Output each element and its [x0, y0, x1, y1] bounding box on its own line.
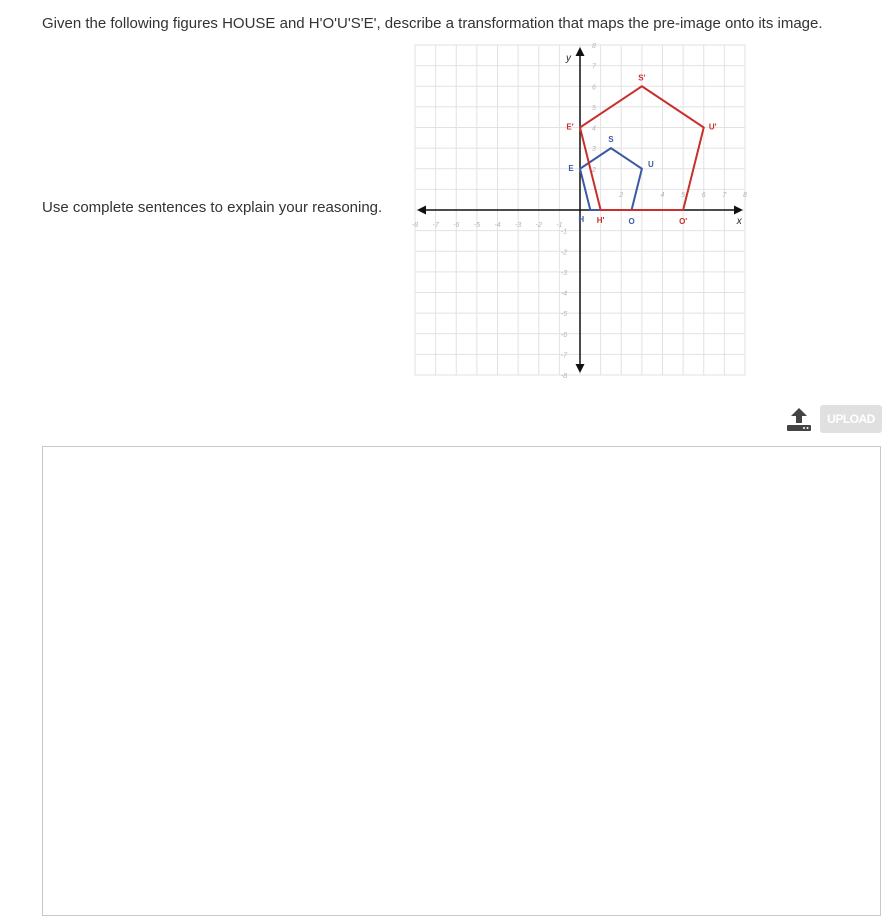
y-tick-label: -5	[560, 311, 568, 319]
y-tick-label: 6	[592, 84, 596, 92]
x-tick-label: -5	[473, 222, 480, 229]
y-tick-label: 5	[592, 104, 596, 112]
x-tick-label: -1	[556, 222, 563, 229]
y-tick-label: 4	[592, 125, 596, 133]
coordinate-graph	[411, 43, 747, 380]
vertex-label: E	[568, 163, 574, 173]
vertex-label: U	[647, 159, 654, 169]
x-tick-label: 8	[743, 192, 747, 199]
answer-input[interactable]	[43, 447, 880, 915]
x-tick-label: -7	[432, 222, 439, 229]
x-axis-arrow-right	[734, 206, 743, 215]
y-axis-arrow-up	[576, 47, 585, 56]
y-axis-label: y	[566, 53, 571, 64]
y-tick-label: 2	[592, 166, 596, 174]
x-axis-label: x	[736, 216, 742, 227]
y-tick-label: -3	[560, 269, 568, 277]
vertex-label: H'	[596, 216, 605, 225]
y-tick-label: -1	[560, 228, 568, 236]
vertex-label: O	[628, 217, 635, 226]
y-tick-label: 8	[592, 43, 596, 50]
x-axis-arrow-left	[417, 206, 426, 215]
upload-button[interactable]: UPLOAD	[820, 405, 882, 433]
y-tick-label: -2	[560, 249, 568, 257]
preimage-polygon	[580, 148, 642, 210]
y-tick-label: -8	[560, 373, 568, 380]
x-tick-label: -3	[515, 222, 522, 229]
x-tick-label: 5	[681, 192, 686, 199]
x-tick-label: -8	[411, 222, 419, 229]
answer-box	[42, 446, 881, 916]
y-tick-label: -4	[560, 290, 568, 298]
x-tick-label: 2	[619, 192, 624, 199]
y-tick-label: 3	[592, 146, 596, 154]
x-tick-label: 6	[701, 192, 706, 199]
y-tick-label: 7	[592, 63, 596, 71]
x-tick-label: -4	[494, 222, 501, 229]
vertex-label: H	[578, 215, 585, 224]
upload-icon[interactable]	[786, 407, 812, 433]
vertex-label: O'	[679, 217, 688, 226]
vertex-label: S'	[638, 73, 646, 83]
x-tick-label: -2	[535, 222, 542, 229]
y-tick-label: -6	[560, 331, 568, 339]
instruction-text: Use complete sentences to explain your reasoning.	[42, 199, 383, 216]
x-tick-label: -6	[453, 222, 460, 229]
question-text: Given the following figures HOUSE and H'O'U'S'E', describe a transformation that maps the pre-image onto its image.	[42, 15, 823, 32]
y-tick-label: -7	[560, 352, 568, 360]
x-tick-label: 4	[660, 192, 665, 199]
x-tick-label: 7	[722, 192, 727, 199]
vertex-label: E'	[566, 122, 574, 132]
y-axis-arrow-down	[576, 364, 585, 373]
vertex-label: S	[608, 135, 614, 145]
vertex-label: U'	[708, 122, 717, 132]
